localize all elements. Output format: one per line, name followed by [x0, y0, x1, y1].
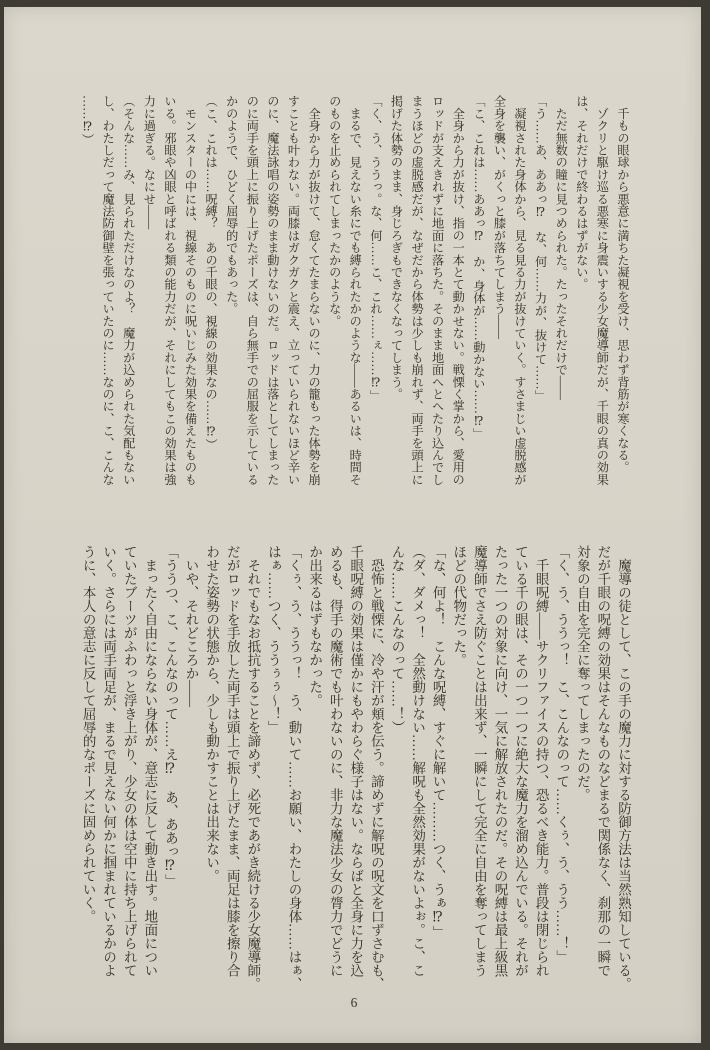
text-line: モンスターの中には、視線そのものに呪いじみた効果を備えたものも: [183, 95, 198, 486]
text-line: ている千の眼は、その一つ一つに絶大な魔力を溜め込んでいる。それが: [513, 545, 529, 977]
text-line: は、それだけで終わるはずがない。: [574, 95, 589, 291]
text-line: わせた姿勢の状態から、少しも動かすことは出来ない。: [204, 545, 220, 883]
text-line: かのようで、ひどく屈辱的でもあった。: [224, 95, 239, 315]
text-line: 千もの眼球から悪意に満ちた凝視を受け、思わず背筋が寒くなる。: [616, 95, 630, 474]
text-line: めるも、得手の魔術でも叶わないのに、非力な魔法少女の膂力でどうに: [327, 545, 343, 977]
text-line: 「く、う、ううっ。な、何……こ、これ……ぇ……⁉」: [368, 95, 383, 402]
text-line: ただ無数の瞳に見つめられた。たったそれだけで――: [554, 95, 569, 400]
text-line: 「う……あ、ああっ⁉ な、何……力が、抜けて……」: [533, 95, 548, 402]
text-line: だがロッドを手放した両手は頭上で振り上げたまま、両足は膝を擦り合: [224, 545, 240, 977]
text-line: 「こ、これは……ああっ⁉ か、身体が……動かない……⁉」: [471, 95, 486, 441]
text-line: 魔導の徒として、この手の魔力に対する防御方法は当然熟知している。: [616, 545, 631, 991]
page-number: 6: [350, 995, 358, 1010]
text-line: 恐怖と戦慄に、冷や汗が頬を伝う。諦めずに解呪の呪文を口ずさむも、: [368, 545, 384, 991]
text-line: のに、魔法詠唱の姿勢のまま動けないのだ。ロッドは落としてしまった: [265, 95, 280, 486]
text-line: 「な、何よ！ こんな呪縛、すぐに解いて………つく、うぁ⁉」: [430, 545, 446, 939]
text-line: 全身から力が抜けて、怠くてたまらないのに、力の籠もった体勢を崩: [307, 95, 322, 486]
text-line: （そんな……み、見られただけなのよ？ 魔力が込められた気配もない: [121, 95, 136, 486]
text-line: それでもなお抵抗することを諦めず、必死であがき続ける少女魔導師。: [245, 545, 261, 991]
text-line: 「ううつ、こ、こんなのって……え⁉ あ、ああっ⁉」: [162, 545, 178, 888]
text-line: 「く、う、ううっ！ こ、こんなのって……くぅ、う、うう……！」: [554, 545, 570, 964]
text-line: 凝視された身体から、見る見る力が抜けていく。すさまじい虚脱感が: [513, 95, 528, 486]
text-line: まったく自由にならない身体が、意志に反して動き出す。地面につい: [142, 545, 158, 977]
text-line: ほどの代物だった。: [451, 545, 467, 667]
text-line: 「くぅ、う、ううっ！ う、動いて……お願い、わたしの身体……はぁ、: [286, 545, 302, 991]
text-line: 対象の自由を完全に奪ってしまったのだ。: [574, 545, 590, 802]
text-line: まるで、見えない糸にでも縛られたかのような――あるいは、時間そ: [348, 95, 363, 486]
text-line: 力に過ぎる。なにせ――: [142, 95, 157, 230]
text-line: 千眼呪縛――サクリファイスの持つ、恐るべき能力。普段は閉じられ: [533, 545, 549, 977]
text-line: ロッドが支えきれずに地面に落ちた。そのまま地面へとへたり込んでし: [430, 95, 445, 486]
text-line: か出来るはずもなかった。: [307, 545, 323, 707]
text-line: し、わたしだって魔法防御壁を張っていたのに……なのに、こ、こんな: [101, 95, 116, 486]
text-line: すことも叶わない。両膝はガクガクと震え、立っていられないほど辛い: [286, 95, 301, 486]
text-line: 千眼呪縛の効果は僅かにもやわらぐ様子はない。ならばと全身に力を込: [348, 545, 364, 977]
text-line: たった一つの対象に向け、一気に解放されたのだ。その呪縛は最上級黒: [492, 545, 508, 977]
text-line: （こ、これは……呪縛？ あの千眼の、視線の効果なの……⁉）: [204, 95, 219, 451]
text-line: ていたブーツがふわっと浮き上がり、少女の体は空中に持ち上げられて: [121, 545, 137, 977]
text-line: 全身から力が抜け、指の一本とて動かせない。戦慄く掌から、愛用の: [451, 95, 466, 486]
text-block-top: [77, 95, 633, 487]
text-line: いや、それどころか――: [183, 545, 199, 707]
text-line: はぁ……つく、ううぅぅ〜！」: [265, 545, 281, 734]
text-line: のものを止められてしまったかのような。: [327, 95, 342, 327]
text-line: いく。さらには両手両足が、まるで見えない何かに掴まれているかのよ: [101, 545, 117, 977]
text-block-bottom: [77, 545, 633, 994]
text-line: うに、本人の意志に反して屈辱的なポーズに固められていく。: [80, 545, 96, 923]
text-line: 掲げた体勢のまま、身じろぎもできなくなってしまう。: [389, 95, 404, 400]
text-line: （ダ、ダメっ！ 全然動けない……解呪も全然効果がないよぉ。こ、こ: [410, 545, 426, 977]
text-line: だが千眼の呪縛の効果はそんなものなどまるで関係なく、刹那の一瞬で: [595, 545, 611, 977]
scanned-page: [4, 7, 701, 1043]
text-line: ……⁉）: [80, 95, 95, 146]
text-line: いる。邪眼や凶眼と呼ばれる類の能力だが、それにしてもこの効果は強: [162, 95, 177, 486]
text-line: まうほどの虚脱感だが、なぜだから体勢は少しも崩れず、両手を頭上に: [410, 95, 425, 486]
text-line: 魔導師でさえ防ぐことは出来ず、一瞬にして完全に自由を奪ってしまう: [471, 545, 487, 977]
text-line: 全身を襲い、がくっと膝が落ちてしまう――: [492, 95, 507, 339]
text-line: ゾクリと駆け巡る悪寒に身震いする少女魔導師だが、千眼の真の効果: [595, 95, 610, 486]
text-line: のに両手を頭上に振り上げたポーズは、自ら無手での屈服を示している: [245, 95, 260, 486]
text-line: んな……こんなのって……！）: [389, 545, 405, 734]
